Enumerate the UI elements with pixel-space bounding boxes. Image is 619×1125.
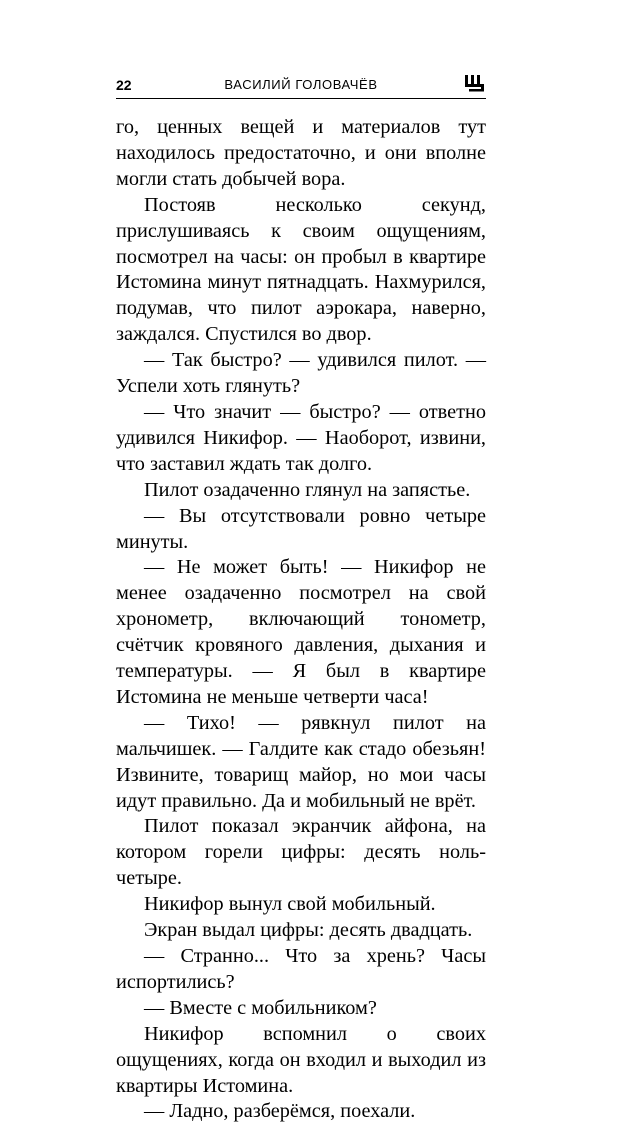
body-text <box>116 115 486 1125</box>
paragraph: Экран выдал цифры: десять двадцать. <box>144 919 473 942</box>
header-rule <box>116 98 486 99</box>
paragraph: — Странно... Что за хрень? Часы испортились? <box>116 945 486 993</box>
paragraph: — Так быстро? — удивился пилот. — Успели хоть глянуть? <box>116 349 486 398</box>
paragraph: Никифор вспомнил о своих ощущениях, когда он входил и выходил из квартиры Истомина. <box>116 1022 486 1097</box>
paragraph: — Не может быть! — Никифор не менее озадаченно посмотрел на свой хронометр, включающий тонометр, счётчик кровяного давления, дыхания и температуры. — Я был в квартире Истомина не меньше четверти часа! <box>116 556 486 708</box>
page-number: 22 <box>116 77 132 93</box>
running-title: ВАСИЛИЙ ГОЛОВАЧЁВ <box>224 77 378 92</box>
paragraph: Пилот озадаченно глянул на запястье. <box>144 478 471 501</box>
paragraph: — Ладно, разберёмся, поехали. <box>144 1100 416 1123</box>
paragraph: — Вместе с мобильником? <box>144 996 377 1019</box>
paragraph: — Вы отсутствовали ровно четыре минуты. <box>116 504 486 553</box>
paragraph: Пилот показал экранчик айфона, на котором горели цифры: десять ноль-четыре. <box>116 815 486 890</box>
paragraph: Постояв несколько секунд, прислушиваясь к своим ощущениям, посмотрел на часы: он пробыл в квартире Истомина минут пятнадцать. Нахмурился, подумав, что пилот аэрокара, наверно, заждался. Спустился во двор. <box>116 193 486 346</box>
paragraph: го, ценных вещей и материалов тут находилось предостаточно, и они вполне могли стать добычей вора. <box>116 116 486 190</box>
paragraph: — Тихо! — рявкнул пилот на мальчишек. — Галдите как стадо обезьян! Извините, товарищ майор, но мои часы идут правильно. Да и мобильный не врёт. <box>116 711 486 812</box>
paragraph: Никифор вынул свой мобильный. <box>144 893 436 916</box>
running-header <box>116 76 486 98</box>
publisher-logo-icon <box>464 74 486 92</box>
paragraph: — Что значит — быстро? — ответно удивился Никифор. — Наоборот, извини, что заставил ждать так долго. <box>116 400 486 475</box>
